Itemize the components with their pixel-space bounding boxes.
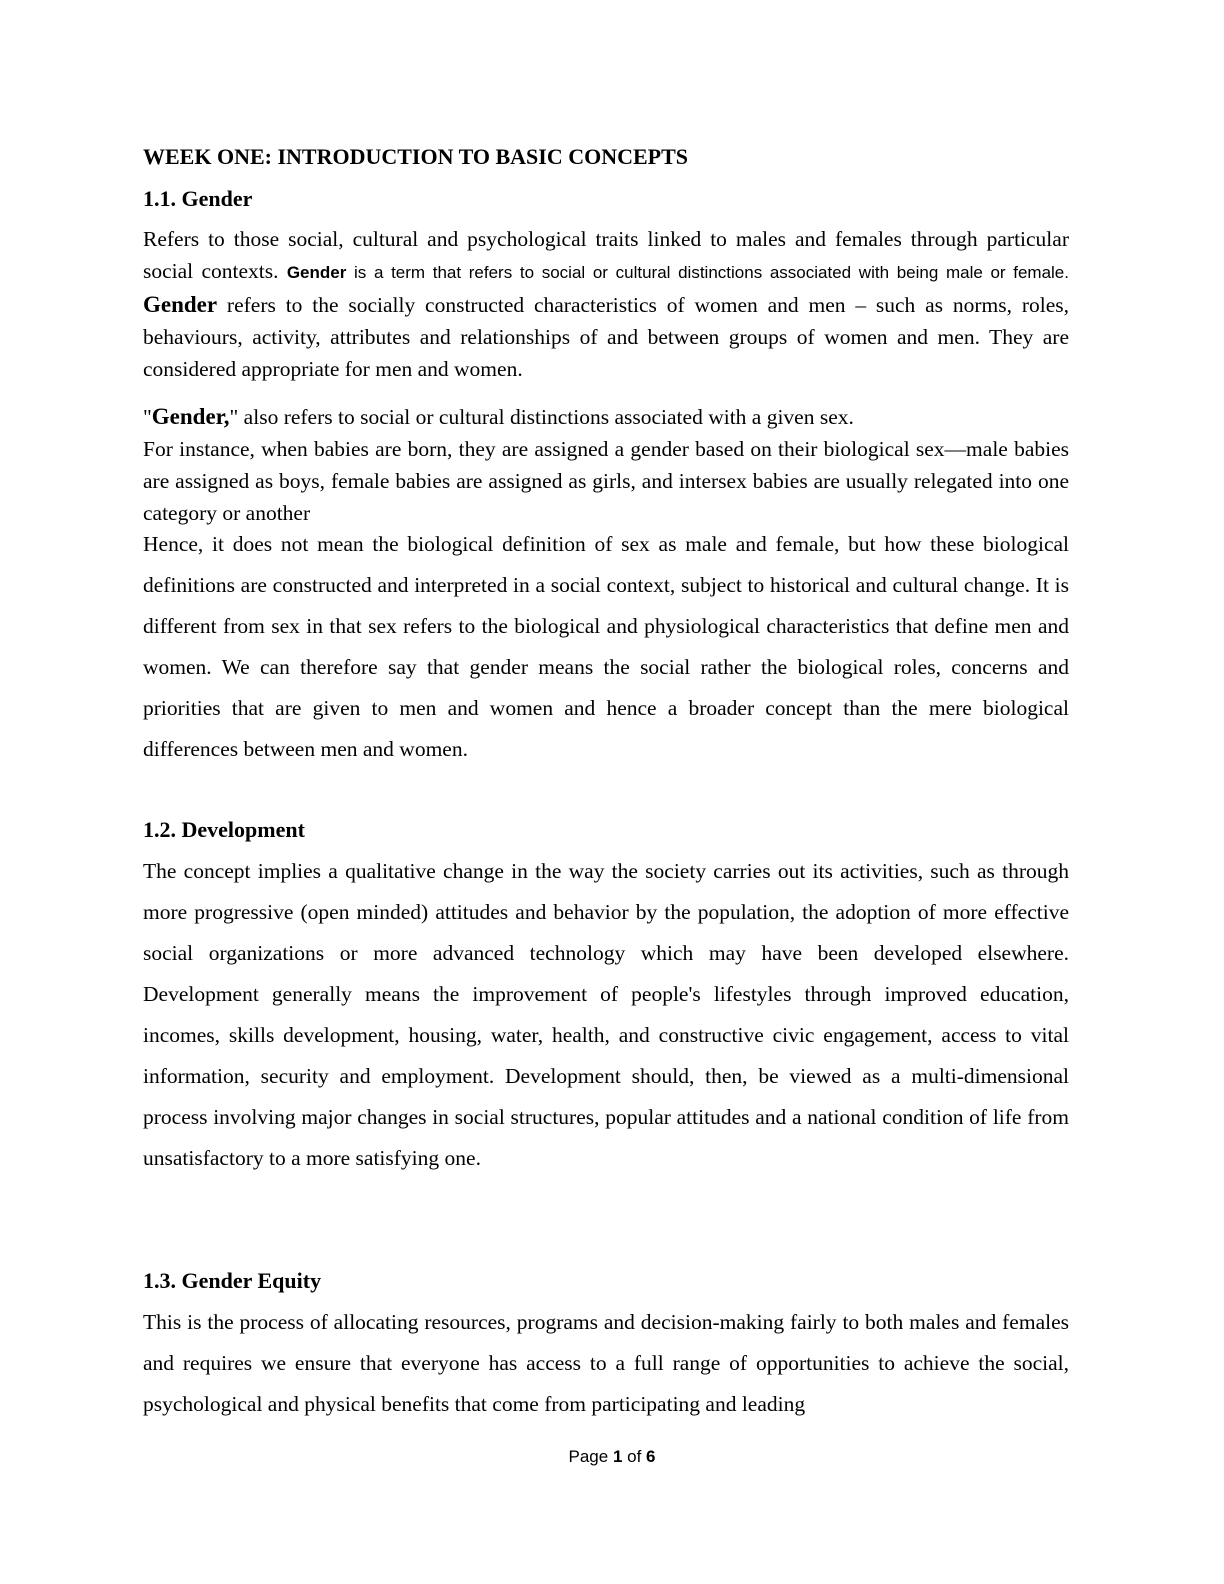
page-title: WEEK ONE: INTRODUCTION TO BASIC CONCEPTS [143,144,689,169]
gender-def-text-1: Refers to those social, cultural and psychological traits linked to males and females through particular social contexts. [143,227,1069,283]
section-heading-gender-equity: 1.3. Gender Equity [143,1268,322,1293]
gender-explanation-paragraph: Hence, it does not mean the biological definition of sex as male and female, but how these biological definitions are constructed and interpreted in a social context, subject to historical and cultural change. It is different from sex in that sex refers to the biological and physiological characteristics that define men and women. We can therefore say that gender means the social rather the biological roles, concerns and priorities that are given to men and women and hence a broader concept than the mere biological differences between men and women. [143,532,1069,761]
gender-definition-paragraph [143,223,1069,385]
gender-term-bold: Gender [143,292,218,317]
footer-page-number: 1 [612,1447,623,1466]
gender-quote-line [143,401,1069,433]
gender-equity-paragraph: This is the process of allocating resources, programs and decision-making fairly to both males and females and requires we ensure that everyone has access to a full range of opportunities to achieve the social, psychological and physical benefits that come from participating and leading [143,1310,1069,1416]
gender-quote-term: Gender, [151,404,230,429]
footer-page-label: Page [568,1447,613,1466]
gender-example-paragraph: For instance, when babies are born, they are assigned a gender based on their biological sex—male babies are assigned as boys, female babies are assigned as girls, and intersex babies are usually relegated into one category or another [143,437,1069,525]
gender-def-text-sans: is a term that refers to social or cultural distinctions associated with being male or female. [346,263,1069,282]
page-footer [0,1446,1224,1468]
development-paragraph: The concept implies a qualitative change in the way the society carries out its activities, such as through more progressive (open minded) attitudes and behavior by the population, the adoption of more effective social organizations or more advanced technology which may have been developed elsewhere. Development generally means the improvement of people's lifestyles through improved education, incomes, skills development, housing, water, health, and constructive civic engagement, access to vital information, security and employment. Development should, then, be viewed as a multi-dimensional process involving major changes in social structures, popular attitudes and a national condition of life from unsatisfactory to a more satisfying one. [143,859,1069,1170]
quote-open: " [143,405,152,429]
footer-of-label: of [622,1447,647,1466]
section-heading-gender: 1.1. Gender [143,186,253,211]
gender-def-text-2: refers to the socially constructed characteristics of women and men – such as norms, roles, behaviours, activity, attributes and relationships of and between groups of women and men. They are considered appropriate for men and women. [143,293,1069,381]
gender-term-sans: Gender [286,263,347,282]
footer-page-total: 6 [646,1447,656,1466]
section-heading-development: 1.2. Development [143,817,305,842]
gender-quote-text: " also refers to social or cultural distinctions associated with a given sex. [229,405,854,429]
